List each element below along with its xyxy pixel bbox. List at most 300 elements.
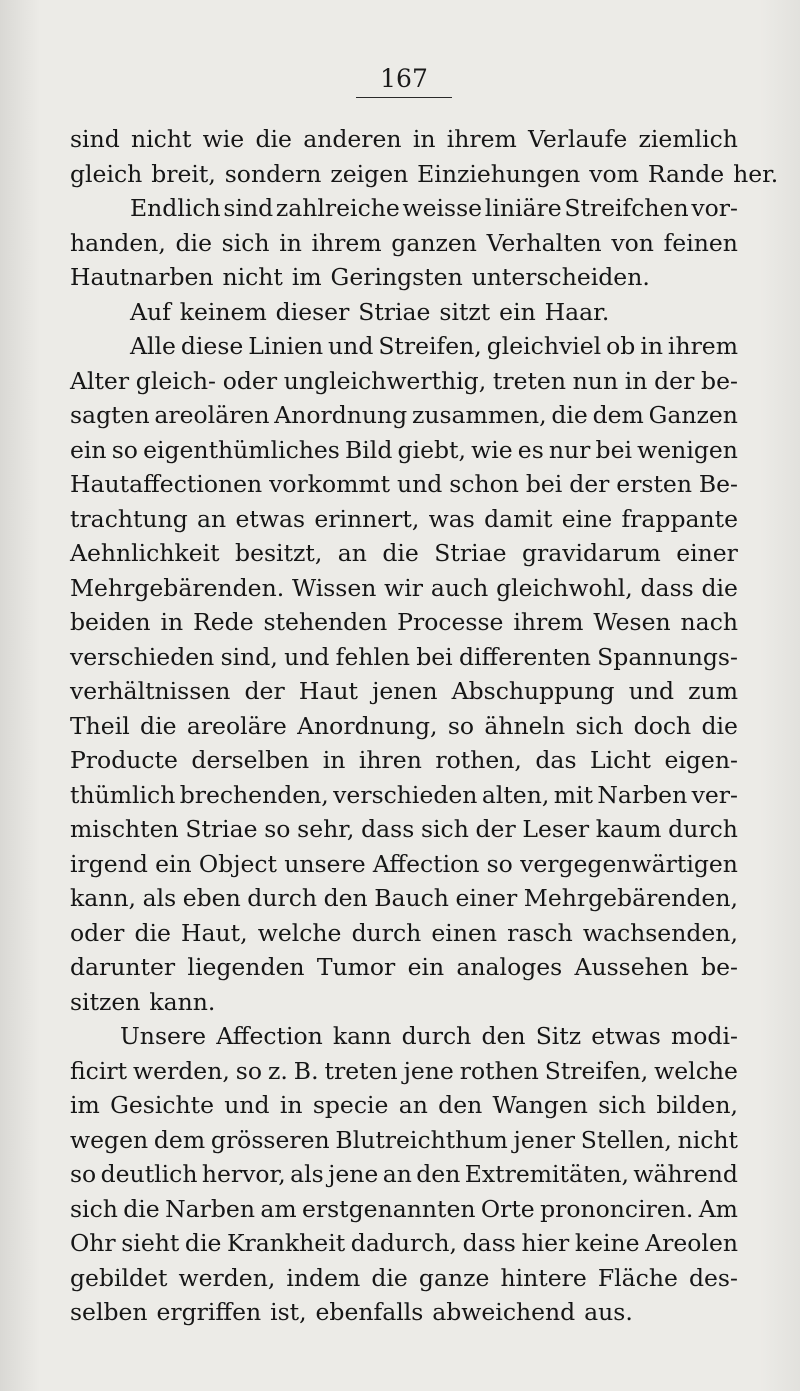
word: ganzen (391, 228, 477, 257)
word: Streifen, (378, 332, 482, 360)
word: durch (351, 918, 422, 947)
word: besitzt, (235, 539, 323, 567)
word: sich (70, 1194, 118, 1223)
word: her. (733, 159, 779, 188)
word: an (382, 1160, 412, 1188)
text-line (70, 467, 738, 502)
word: und (284, 642, 330, 671)
word: eigenthümliches (143, 435, 340, 464)
word: derselben (191, 746, 310, 774)
word: Alter (70, 366, 130, 395)
text-line (70, 329, 738, 364)
word: die (123, 1194, 160, 1223)
word: so (111, 435, 138, 464)
word: den (416, 1160, 461, 1188)
word: Gesichte (110, 1091, 214, 1119)
word: Verlaufe (528, 125, 628, 153)
text-line (70, 1261, 738, 1296)
word: ebenfalls (315, 1298, 424, 1326)
word: Striae (434, 539, 507, 567)
word: und (328, 332, 374, 360)
word: Rande (647, 159, 725, 188)
word: Krankheit (227, 1229, 346, 1257)
word: Haut, (181, 918, 248, 947)
word: z. (267, 1056, 288, 1085)
word: doch (633, 711, 692, 740)
word: Fläche (597, 1263, 678, 1292)
word: thümlich (70, 780, 176, 809)
word: kann (332, 1022, 392, 1050)
word: verschieden (70, 642, 215, 671)
word: die (701, 573, 738, 602)
word: die (371, 1263, 408, 1292)
word: be- (701, 366, 738, 395)
word: Abschuppung (451, 677, 615, 705)
word: der (569, 470, 610, 498)
word: damit (484, 504, 553, 533)
word: ihrem (667, 332, 738, 360)
word: wir (384, 573, 424, 602)
word: während (633, 1160, 738, 1188)
word: bei (525, 470, 563, 498)
word: beiden (70, 608, 151, 636)
word: Striae (185, 815, 258, 843)
text-line (70, 985, 738, 1020)
text-line (70, 1192, 738, 1227)
word: in (160, 608, 184, 636)
word: treten (324, 1056, 398, 1085)
word: nur (548, 435, 591, 464)
word: nach (680, 608, 738, 636)
word: sieht (121, 1229, 180, 1257)
word: in (322, 746, 346, 774)
word: dieser (275, 297, 350, 326)
text-line (70, 812, 738, 847)
word: stehenden (263, 608, 388, 636)
word: was (428, 504, 475, 533)
word: in (279, 1091, 303, 1119)
word: weisse (402, 194, 483, 222)
word: ihrem (446, 125, 517, 153)
word: etwas (235, 504, 306, 533)
word: diese (180, 332, 244, 360)
word: mischten (70, 815, 179, 843)
word: sich (575, 711, 624, 740)
word: liegenden (187, 953, 305, 981)
word: Wesen (593, 608, 671, 636)
word: Sitz (535, 1022, 582, 1050)
page-number: 167 (380, 64, 428, 93)
word: es (517, 435, 544, 464)
word: Aehnlichkeit (70, 539, 220, 567)
word: bei (595, 435, 633, 464)
word: als (290, 1160, 324, 1188)
word: eine (561, 504, 613, 533)
word: der (654, 366, 695, 395)
word: dass (640, 573, 694, 602)
word: durch (401, 1022, 472, 1050)
word: mit (553, 780, 593, 809)
word: Haar. (544, 297, 610, 326)
word: Anordnung, (297, 711, 438, 740)
text-line (70, 1295, 738, 1330)
word: ein (407, 953, 445, 981)
word: fehlen (335, 642, 410, 671)
text-line (70, 122, 738, 157)
word: sind, (220, 642, 278, 671)
word: so (235, 1056, 262, 1085)
word: durch (668, 815, 738, 843)
text-line (70, 640, 738, 675)
word: unterscheiden. (471, 263, 650, 291)
text-line (70, 847, 738, 882)
word: Striae (358, 297, 431, 326)
word: ergriffen (156, 1298, 262, 1326)
word: ungleichwerthig, (283, 366, 487, 395)
word: wegen (70, 1125, 149, 1154)
word: dem (592, 401, 644, 429)
word: wenigen (637, 435, 738, 464)
word: treten (492, 366, 566, 395)
word: rothen, (435, 746, 522, 774)
word: gleichviel (486, 332, 602, 360)
word: Narben (597, 780, 688, 809)
word: und (224, 1091, 270, 1119)
word: im (291, 263, 322, 291)
word: oder (70, 918, 125, 947)
word: verschieden (333, 780, 478, 809)
word: ihrem (513, 608, 584, 636)
word: grösseren (210, 1125, 330, 1154)
word: nun (572, 366, 619, 395)
word: Ohr (70, 1229, 116, 1257)
word: be- (701, 953, 738, 981)
text-line (70, 502, 738, 537)
word: keinem (179, 297, 267, 326)
text-line (70, 743, 738, 778)
text-line (70, 881, 738, 916)
word: differenten (458, 642, 591, 671)
word: einen (431, 918, 497, 947)
word: Theil (70, 711, 130, 740)
word: gleichwohl, (496, 573, 633, 602)
word: werden, (133, 1056, 230, 1085)
text-line (70, 674, 738, 709)
word: sagten (70, 401, 150, 429)
word: den (323, 884, 368, 912)
word: darunter (70, 953, 176, 981)
word: sind (223, 194, 274, 222)
word: abweichend (432, 1298, 576, 1326)
word: Mehrgebärenden. (70, 573, 285, 602)
word: einer (676, 539, 738, 567)
word: Narben (165, 1194, 255, 1223)
word: vom (589, 159, 639, 188)
word: so (264, 815, 291, 843)
body-text (70, 122, 779, 1330)
word: Geringsten (330, 263, 463, 291)
word: jenen (372, 677, 438, 705)
word: aus. (584, 1298, 633, 1326)
word: auch (430, 573, 489, 602)
word: frappante (621, 504, 738, 533)
word: dem (153, 1125, 206, 1154)
word: in (640, 332, 663, 360)
word: oder (222, 366, 278, 395)
word: ziemlich (638, 125, 738, 153)
word: Spannungs- (597, 642, 738, 671)
word: ersten (616, 470, 692, 498)
word: an (197, 504, 227, 533)
text-line (70, 778, 738, 813)
word: irgend (70, 849, 148, 878)
word: so (447, 711, 475, 740)
word: einer (455, 884, 518, 912)
word: sitzt (439, 297, 491, 326)
word: Bauch (374, 884, 449, 912)
word: eigen- (664, 746, 738, 774)
word: hier (521, 1229, 570, 1257)
text-line (70, 1226, 738, 1261)
word: in (412, 125, 436, 153)
word: werden, (178, 1263, 276, 1292)
word: brechenden, (179, 780, 329, 809)
word: rasch (507, 918, 573, 947)
word: die (551, 401, 588, 429)
text-line (70, 950, 738, 985)
word: ver- (691, 780, 738, 809)
word: sich (221, 228, 270, 257)
word: an (337, 539, 367, 567)
word: in (279, 228, 302, 257)
text-line (70, 1123, 738, 1158)
word: eben (182, 884, 241, 912)
word: Affection (216, 1022, 323, 1050)
word: etwas (591, 1022, 661, 1050)
word: Streifen, (544, 1056, 649, 1085)
word: Anordnung (274, 401, 408, 429)
word: Bild (345, 435, 393, 464)
word: selben (70, 1298, 148, 1326)
word: hervor, (201, 1160, 286, 1188)
word: die (382, 539, 419, 567)
word: als (142, 884, 177, 912)
word: Affection (372, 849, 480, 878)
text-line (70, 1088, 738, 1123)
word: die (134, 918, 171, 947)
word: die (184, 1229, 222, 1257)
word: und (628, 677, 675, 705)
word: zum (688, 677, 738, 705)
word: ficirt (70, 1056, 128, 1085)
word: bilden, (656, 1091, 738, 1119)
word: Extremitäten, (464, 1160, 629, 1188)
word: Auf (130, 297, 171, 326)
word: gravidarum (521, 539, 661, 567)
word: Object (198, 849, 277, 878)
word: giebt, (397, 435, 466, 464)
word: vorkommt (269, 470, 391, 498)
text-line (70, 191, 738, 226)
word: unsere (284, 849, 366, 878)
word: von (611, 228, 654, 257)
text-line (70, 226, 738, 261)
word: dass (462, 1229, 516, 1257)
word: Hautaffectionen (70, 470, 263, 498)
word: Ganzen (648, 401, 738, 429)
word: sondern (224, 159, 322, 188)
word: specie (312, 1091, 389, 1119)
word: Verhalten (486, 228, 602, 257)
word: kaum (595, 815, 662, 843)
word: so (70, 1160, 97, 1188)
word: vergegenwärtigen (520, 849, 738, 878)
word: in (624, 366, 648, 395)
word: die (140, 711, 177, 740)
word: erinnert, (314, 504, 420, 533)
word: durch (247, 884, 317, 912)
word: sehr, (297, 815, 355, 843)
word: gebildet (70, 1263, 168, 1292)
word: und (397, 470, 443, 498)
word: Aussehen (574, 953, 689, 981)
text-line (70, 536, 738, 571)
word: welche (257, 918, 342, 947)
word: der (475, 815, 516, 843)
word: handen, (70, 228, 166, 257)
word: ihrem (311, 228, 382, 257)
word: Wissen (291, 573, 377, 602)
word: prononciren. (540, 1194, 694, 1223)
text-line (70, 295, 738, 330)
word: Processe (397, 608, 504, 636)
word: jene (328, 1160, 379, 1188)
word: Unsere (120, 1022, 207, 1050)
word: gleich (70, 159, 143, 188)
word: ein (499, 297, 536, 326)
word: Mehrgebärenden, (523, 884, 738, 912)
word: trachtung (70, 504, 188, 533)
word: Haut (298, 677, 358, 705)
word: ein (70, 435, 107, 464)
text-line (70, 1054, 738, 1089)
word: das (535, 746, 577, 774)
word: Tumor (316, 953, 396, 981)
word: vor- (691, 194, 738, 222)
word: analoges (456, 953, 563, 981)
page-number-rule (356, 97, 452, 98)
word: jener (513, 1125, 576, 1154)
word: ist, (270, 1298, 307, 1326)
text-line (70, 571, 738, 606)
word: areolären (154, 401, 270, 429)
word: kann. (149, 987, 216, 1016)
word: schon (449, 470, 519, 498)
word: rothen (459, 1056, 539, 1085)
word: Wangen (492, 1091, 588, 1119)
word: Alle (130, 332, 176, 360)
word: Einziehungen (417, 159, 581, 188)
text-line (70, 398, 738, 433)
word: des- (688, 1263, 738, 1292)
word: nicht (677, 1125, 738, 1154)
word: sich (420, 815, 469, 843)
word: dass (361, 815, 415, 843)
word: sitzen (70, 987, 141, 1016)
word: der (244, 677, 285, 705)
word: den (438, 1091, 483, 1119)
word: ähneln (484, 711, 566, 740)
word: hintere (500, 1263, 587, 1292)
word: ihren (358, 746, 422, 774)
word: deutlich (100, 1160, 198, 1188)
word: areoläre (186, 711, 287, 740)
word: wie (471, 435, 513, 464)
word: B. (293, 1056, 319, 1085)
word: die (175, 228, 212, 257)
text-line (70, 364, 738, 399)
word: welche (654, 1056, 738, 1085)
word: jene (403, 1056, 454, 1085)
text-line (70, 709, 738, 744)
word: nicht (222, 263, 283, 291)
text-line (70, 260, 738, 295)
word: indem (286, 1263, 361, 1292)
word: wachsenden, (582, 918, 738, 947)
word: keine (574, 1229, 640, 1257)
word: Be- (698, 470, 738, 498)
word: am (260, 1194, 297, 1223)
word: breit, (151, 159, 216, 188)
word: gleich- (135, 366, 217, 395)
word: Leser (522, 815, 590, 843)
word: nicht (131, 125, 192, 153)
word: wie (202, 125, 245, 153)
word: verhältnissen (70, 677, 231, 705)
text-line (70, 605, 738, 640)
word: bei (416, 642, 453, 671)
word: Rede (193, 608, 254, 636)
word: die (255, 125, 292, 153)
word: Stellen, (580, 1125, 672, 1154)
word: sind (70, 125, 120, 153)
word: Orte (480, 1194, 535, 1223)
word: zeigen (330, 159, 409, 188)
word: Producte (70, 746, 178, 774)
word: sich (598, 1091, 647, 1119)
word: ganze (418, 1263, 490, 1292)
word: im (70, 1091, 100, 1119)
word: den (481, 1022, 526, 1050)
text-line (70, 1157, 738, 1192)
word: Blutreichthum (335, 1125, 508, 1154)
word: die (701, 711, 738, 740)
word: zahlreiche (275, 194, 400, 222)
word: Hautnarben (70, 263, 214, 291)
word: feinen (663, 228, 738, 257)
word: ob (606, 332, 636, 360)
word: Areolen (645, 1229, 738, 1257)
text-line (70, 1019, 738, 1054)
word: Streifchen (564, 194, 689, 222)
word: zusammen, (411, 401, 547, 429)
word: kann, (70, 884, 136, 912)
word: alten, (481, 780, 550, 809)
word: ein (155, 849, 192, 878)
text-line (70, 157, 779, 192)
word: Linien (248, 332, 324, 360)
word: anderen (303, 125, 402, 153)
